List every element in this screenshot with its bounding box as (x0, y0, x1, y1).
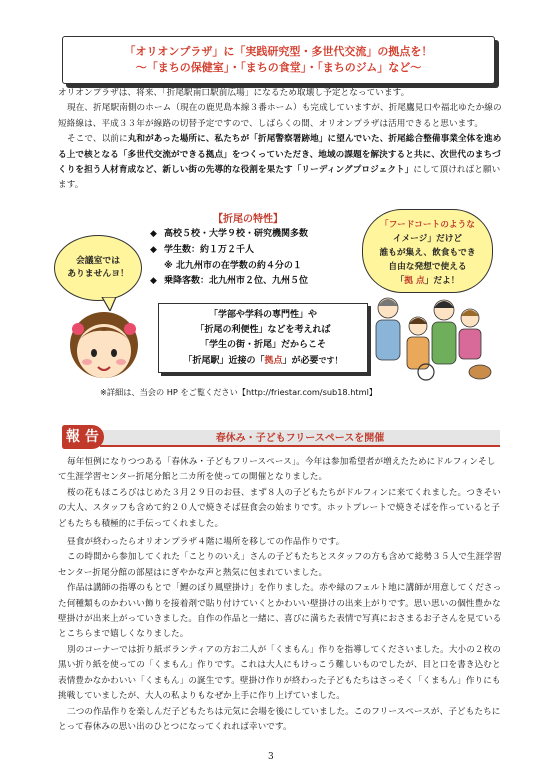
report-title: 春休み・子どもフリースペースを開催 (215, 433, 385, 444)
feature-item: ◆ 乗降客数：北九州市２位、九州５位 (150, 274, 370, 290)
intro-paragraph-2: 現在、折尾駅南側のホーム（現在の鹿児島本線３番ホーム）も完成していますが、折尾鷹見口や福北ゆたか線の短絡線は、平成３３年が線路の切替予定ですので、しばらくの間、オリオンプラザは活用できると思います。 (58, 103, 502, 129)
family-group-illustration (370, 290, 495, 384)
callout-line-2: 「折尾の利便性」などを考えれば (195, 325, 331, 335)
report-paragraph: 昼食が終わったらオリオンプラザ４階に場所を移しての作品作りです。 (67, 537, 345, 548)
report-paragraph: この時間から参加してくれた「ことりのいえ」さんの子どもたちとスタッフの方も含めて総勢３５人で生涯学習センター折尾分館の部屋はにぎやかな声と熱気に包まれていました。 (58, 552, 502, 578)
intro-paragraph-3: そこで、以前に丸和があった場所に、私たちが「折尾警察署跡地」に望んでいた、折尾総合整備事業全体を進める上で核となる「多世代交流ができる拠点」をつくっていただき、地域の課題を解決すると共に、次世代のまちづくりを担う人材育成など、新しい街の先導的な役割を果たす「リーディングプロジェクト」にして頂ければと願います。 (58, 134, 502, 191)
report-paragraph: 作品は講師の指導のもとで「鯉のぼり風壁掛け」を作りました。赤や緑のフェルト地に講師が用意してくださった何種類ものかわいい飾りを接着剤で貼り付けていくとかわいい壁掛けの出来上がりです。思い思いの個性豊かな壁掛けが出来上がっていきました。自作の作品と一緒に、喜びに満ちた表情で写真におさまるお子さんを見ているとこちらまで嬉しくなりました。 (58, 583, 502, 640)
title-line-2: ～「まちの保健室」・「まちの食堂」・「まちのジム」など～ (135, 61, 422, 74)
speech-bubble-left (54, 235, 142, 301)
features-title: 【折尾の特性】 (213, 214, 283, 225)
page-number: 3 (268, 752, 274, 762)
callout-line-3: 「学生の街・折尾」だからこそ (199, 340, 326, 350)
report-body (58, 455, 504, 735)
feature-item-note: ※ 北九州市の在学数の約４分の１ (164, 260, 302, 271)
title-line-1: 「オリオンプラザ」に「実践研究型・多世代交流」の拠点を！ (124, 45, 433, 58)
title-box (62, 36, 495, 84)
bubble-right-line-1: 「フードコートのような (380, 220, 475, 230)
callout-line-1: 「学部や学科の専門性」や (208, 310, 317, 320)
bubble-right-line-5: 「拠 点」だよ！ (395, 276, 460, 286)
speech-bubble-right (362, 209, 493, 293)
report-tag: 報 告 (62, 425, 104, 449)
bubble-right-line-4: 自由な発想で使える (388, 262, 467, 272)
callout-line-4: 「折尾駅」近接の「拠点」が必要です！ (183, 356, 343, 366)
intro-section (58, 86, 504, 194)
diamond-bullet-icon: ◆ (150, 276, 157, 287)
intro-paragraph-1: オリオンプラザは、将来、「折尾駅南口駅前広場」になるため取壊し予定となっています。 (58, 88, 410, 98)
bubble-right-line-3: 誰もが集え、飲食もでき (379, 248, 476, 258)
features-list (150, 227, 370, 290)
report-paragraph: 二つの作品作りを楽しんだ子どもたちは元気に会場を後にしていました。このフリースペースが、子どもたちにとって春休みの思い出のひとつになってくれれば幸いです。 (58, 706, 501, 732)
bubble-right-line-2: イメージ」だけど (392, 234, 463, 244)
report-paragraph: 桜の花もほころびはじめた３月２９日のお昼、まず８人の子どもたちがドルフィンに来てくれました。つきそいの大人、スタッフも含めて約２０人で焼きそば昼食会の始まりです。ホットプレートで焼きそばを作っていると子どもたちも積極的に手伝ってくれました。 (58, 487, 502, 529)
website-note: ※詳細は、当会の HP をご覧ください【http://friestar.com/sub18.html】 (100, 387, 378, 397)
girl-illustration (58, 303, 150, 385)
diamond-bullet-icon: ◆ (150, 244, 157, 255)
report-paragraph: 別のコーナーでは折り紙ボランティアの方お二人が「くまもん」作りを指導してくださいました。大小の２枚の黒い折り紙を使っての「くまもん」作りです。これは大人にもけっこう難しいものでしたが、目と口を書き込むと表情豊かなかわいい「くまもん」の誕生です。壁掛け作りが終わった子どもたちはさっそく「くまもん」作りにも挑戦していましたが、大人の私よりもなぜか上手に作り上げていました。 (58, 644, 502, 702)
bubble-left-line-2: ありませんヨ！ (67, 269, 129, 279)
feature-item: ◆ 学生数：約１万２千人 (150, 243, 370, 259)
callout-box (158, 303, 368, 373)
report-paragraph: 毎年恒例になりつつある「春休み・子どもフリースペース」。今年は参加希望者が増えたためにドルフィンそして生涯学習センター折尾分館と二カ所を使っての開催となりました。 (58, 457, 496, 483)
bubble-left-line-1: 会議室では (76, 256, 120, 266)
feature-item: ◆ 高校５校・大学９校・研究機関多数 (150, 227, 370, 243)
diamond-bullet-icon: ◆ (150, 229, 157, 239)
